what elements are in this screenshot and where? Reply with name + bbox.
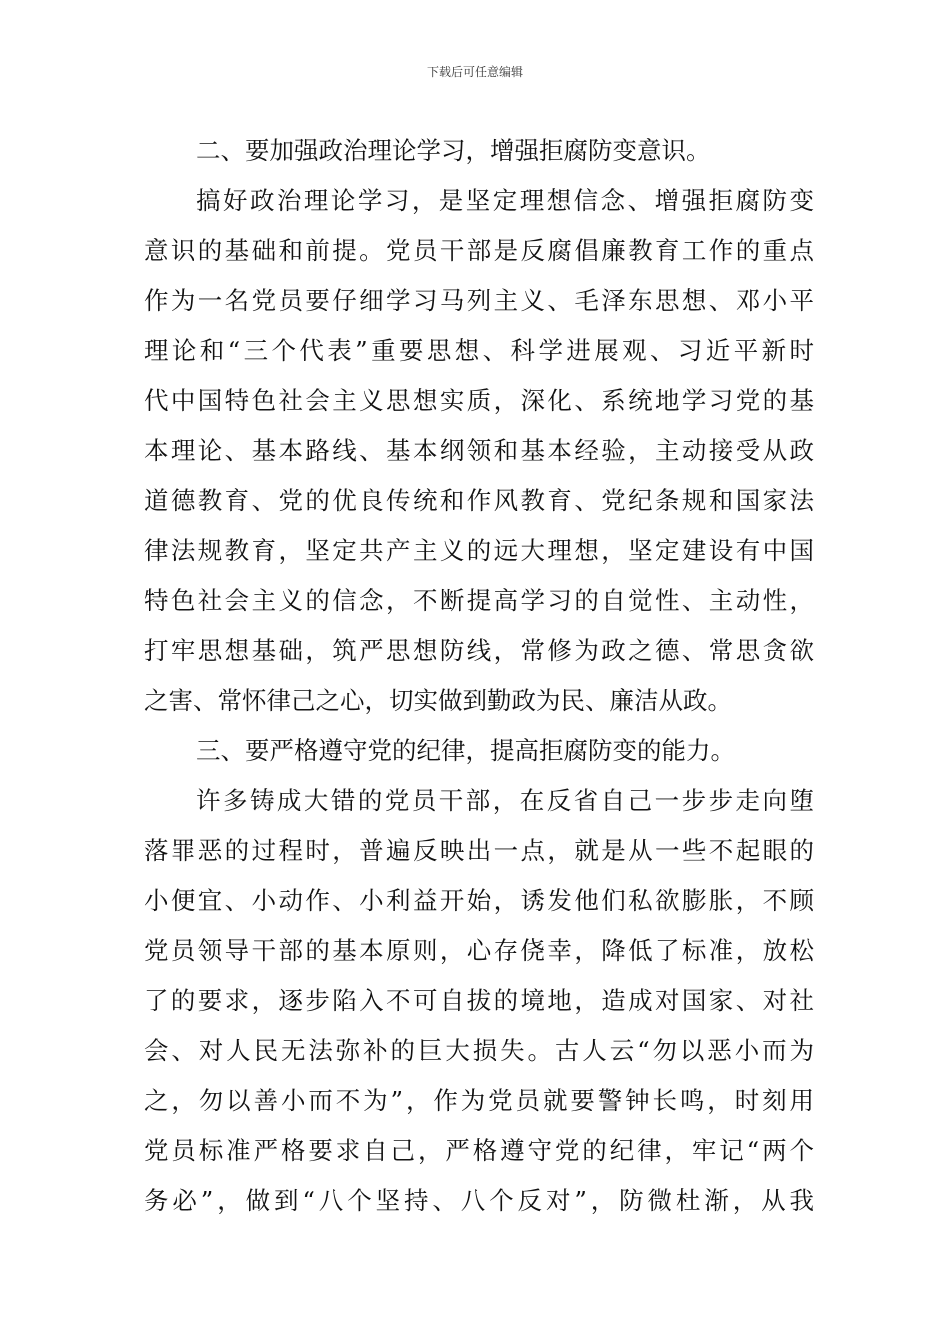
text-line: 务必”，做到“八个坚持、八个反对”，防微杜渐，从我 [144, 1186, 814, 1215]
text-line: 之害、常怀律己之心，切实做到勤政为民、廉洁从政。 [144, 686, 732, 715]
text-line: 之，勿以善小而不为”，作为党员就要警钟长鸣，时刻用 [144, 1086, 814, 1115]
text-line: 打牢思想基础，筑严思想防线，常修为政之德、常思贪欲 [144, 636, 814, 665]
text-line: 小便宜、小动作、小利益开始，诱发他们私欲膨胀，不顾 [144, 886, 814, 915]
text-line: 道德教育、党的优良传统和作风教育、党纪条规和国家法 [144, 486, 814, 515]
text-line: 代中国特色社会主义思想实质，深化、系统地学习党的基 [144, 386, 814, 415]
text-line: 搞好政治理论学习，是坚定理想信念、增强拒腐防变 [196, 186, 814, 215]
text-line: 作为一名党员要仔细学习马列主义、毛泽东思想、邓小平 [144, 286, 814, 315]
text-line: 二、要加强政治理论学习，增强拒腐防变意识。 [196, 136, 711, 165]
text-line: 三、要严格遵守党的纪律，提高拒腐防变的能力。 [196, 736, 735, 765]
text-line: 特色社会主义的信念，不断提高学习的自觉性、主动性， [144, 586, 814, 615]
text-line: 律法规教育，坚定共产主义的远大理想，坚定建设有中国 [144, 536, 814, 565]
text-line: 许多铸成大错的党员干部，在反省自己一步步走向堕 [196, 786, 814, 815]
text-line: 落罪恶的过程时，普遍反映出一点，就是从一些不起眼的 [144, 836, 814, 865]
text-line: 党员领导干部的基本原则，心存侥幸，降低了标准，放松 [144, 936, 814, 965]
text-line: 意识的基础和前提。党员干部是反腐倡廉教育工作的重点 [144, 236, 814, 265]
header-note: 下载后可任意编辑 [426, 65, 523, 79]
text-line: 会、对人民无法弥补的巨大损失。古人云“勿以恶小而为 [144, 1036, 814, 1065]
text-line: 了的要求，逐步陷入不可自拔的境地，造成对国家、对社 [144, 986, 814, 1015]
text-line: 理论和“三个代表”重要思想、科学进展观、习近平新时 [144, 336, 814, 365]
text-line: 本理论、基本路线、基本纲领和基本经验，主动接受从政 [144, 436, 814, 465]
document-body [144, 126, 814, 1226]
text-line: 党员标准严格要求自己，严格遵守党的纪律，牢记“两个 [144, 1136, 814, 1165]
